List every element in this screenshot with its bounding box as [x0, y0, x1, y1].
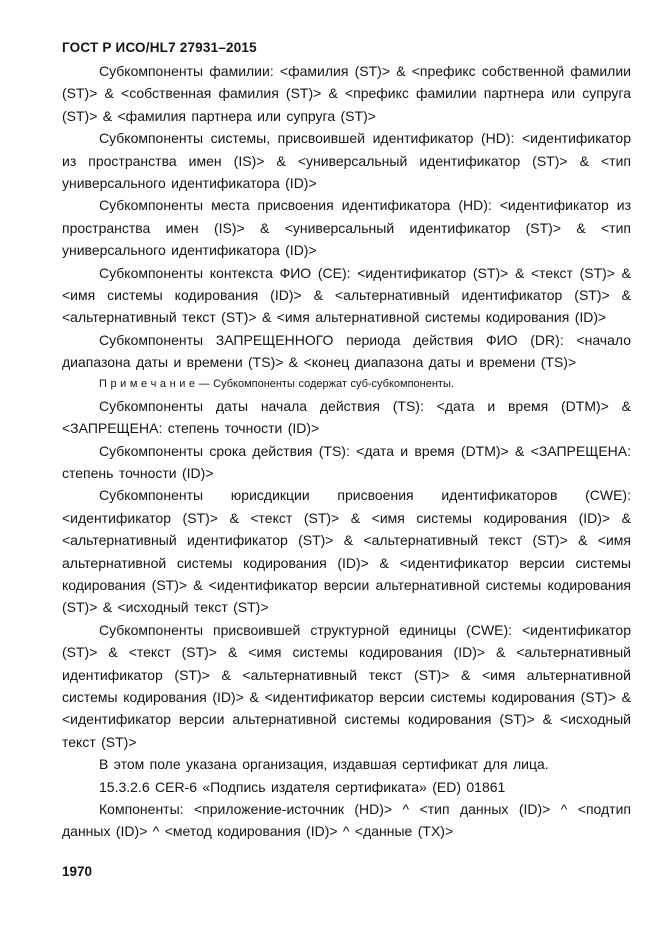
paragraph: Субкомпоненты даты начала действия (TS): <дата и время (DTM)> & <ЗАПРЕЩЕНА: степень точности (ID)> [62, 397, 631, 437]
paragraph: Субкомпоненты места присвоения идентификатора (HD): <идентификатор из пространства имен (IS)> & <универсальный идентификатор (ST)> & <тип универсального идентификатора (ID)> [62, 197, 631, 259]
paragraph: В этом поле указана организация, издавшая сертификат для лица. [99, 756, 549, 773]
paragraph: Субкомпоненты системы, присвоившей идентификатор (HD): <идентификатор из пространства имен (IS)> & <универсальный идентификатор (ST)> & <тип универсального идентификатора (ID)> [62, 130, 631, 192]
paragraph: Субкомпоненты ЗАПРЕЩЕННОГО периода действия ФИО (DR): <начало диапазона даты и времени (TS)> & <конец диапазона даты и времени (TS)> [62, 331, 631, 371]
paragraph: Субкомпоненты фамилии: <фамилия (ST)> & <префикс собственной фамилии (ST)> & <собственная фамилия (ST)> & <префикс фамилии партнера или супруга (ST)> & <фамилия партнера или супруга (ST)> [62, 63, 631, 124]
document-body [62, 60, 631, 843]
paragraph: Субкомпоненты юрисдикции присвоения идентификаторов (CWE): <идентификатор (ST)> & <текст (ST)> & <имя системы кодирования (ID)> & <альтернативный идентификатор (ST)> & <альтернативный текст (ST)> & <имя альтернативной системы кодирования (ID)> & <идентификатор версии системы кодирования (ST)> & <идентификатор версии альтернативной системы кодирования (ST)> & <исходный текст (ST)> [62, 487, 631, 616]
paragraph: Субкомпоненты контекста ФИО (CE): <идентификатор (ST)> & <текст (ST)> & <имя системы кодирования (ID)> & <альтернативный идентификатор (ST)> & <альтернативный текст (ST)> & <имя альтернативной системы кодирования (ID)> [62, 264, 631, 326]
paragraph: Субкомпоненты присвоившей структурной единицы (CWE): <идентификатор (ST)> & <текст (ST)> & <имя системы кодирования (ID)> & <альтернативный идентификатор (ST)> & <альтернативный текст (ST)> & <имя альтернативной системы кодирования (ID)> & <идентификатор версии системы кодирования (ST)> & <идентификатор версии альтернативной системы кодирования (ST)> & <исходный текст (ST)> [62, 621, 631, 750]
document-title: ГОСТ Р ИСО/HL7 27931–2015 [62, 40, 257, 55]
note-paragraph: П р и м е ч а н и е — Субкомпоненты содержат суб-субкомпоненты. [99, 377, 454, 390]
page-number: 1970 [62, 864, 93, 879]
paragraph: Субкомпоненты срока действия (TS): <дата и время (DTM)> & <ЗАПРЕЩЕНА: степень точности (ID)> [62, 442, 631, 481]
document-content [62, 37, 631, 843]
paragraph: Компоненты: <приложение-источник (HD)> ^ <тип данных (ID)> ^ <подтип данных (ID)> ^ <метод кодирования (ID)> ^ <данные (TX)> [62, 801, 631, 840]
paragraph: 15.3.2.6 CER-6 «Подпись издателя сертификата» (ED) 01861 [99, 778, 506, 795]
